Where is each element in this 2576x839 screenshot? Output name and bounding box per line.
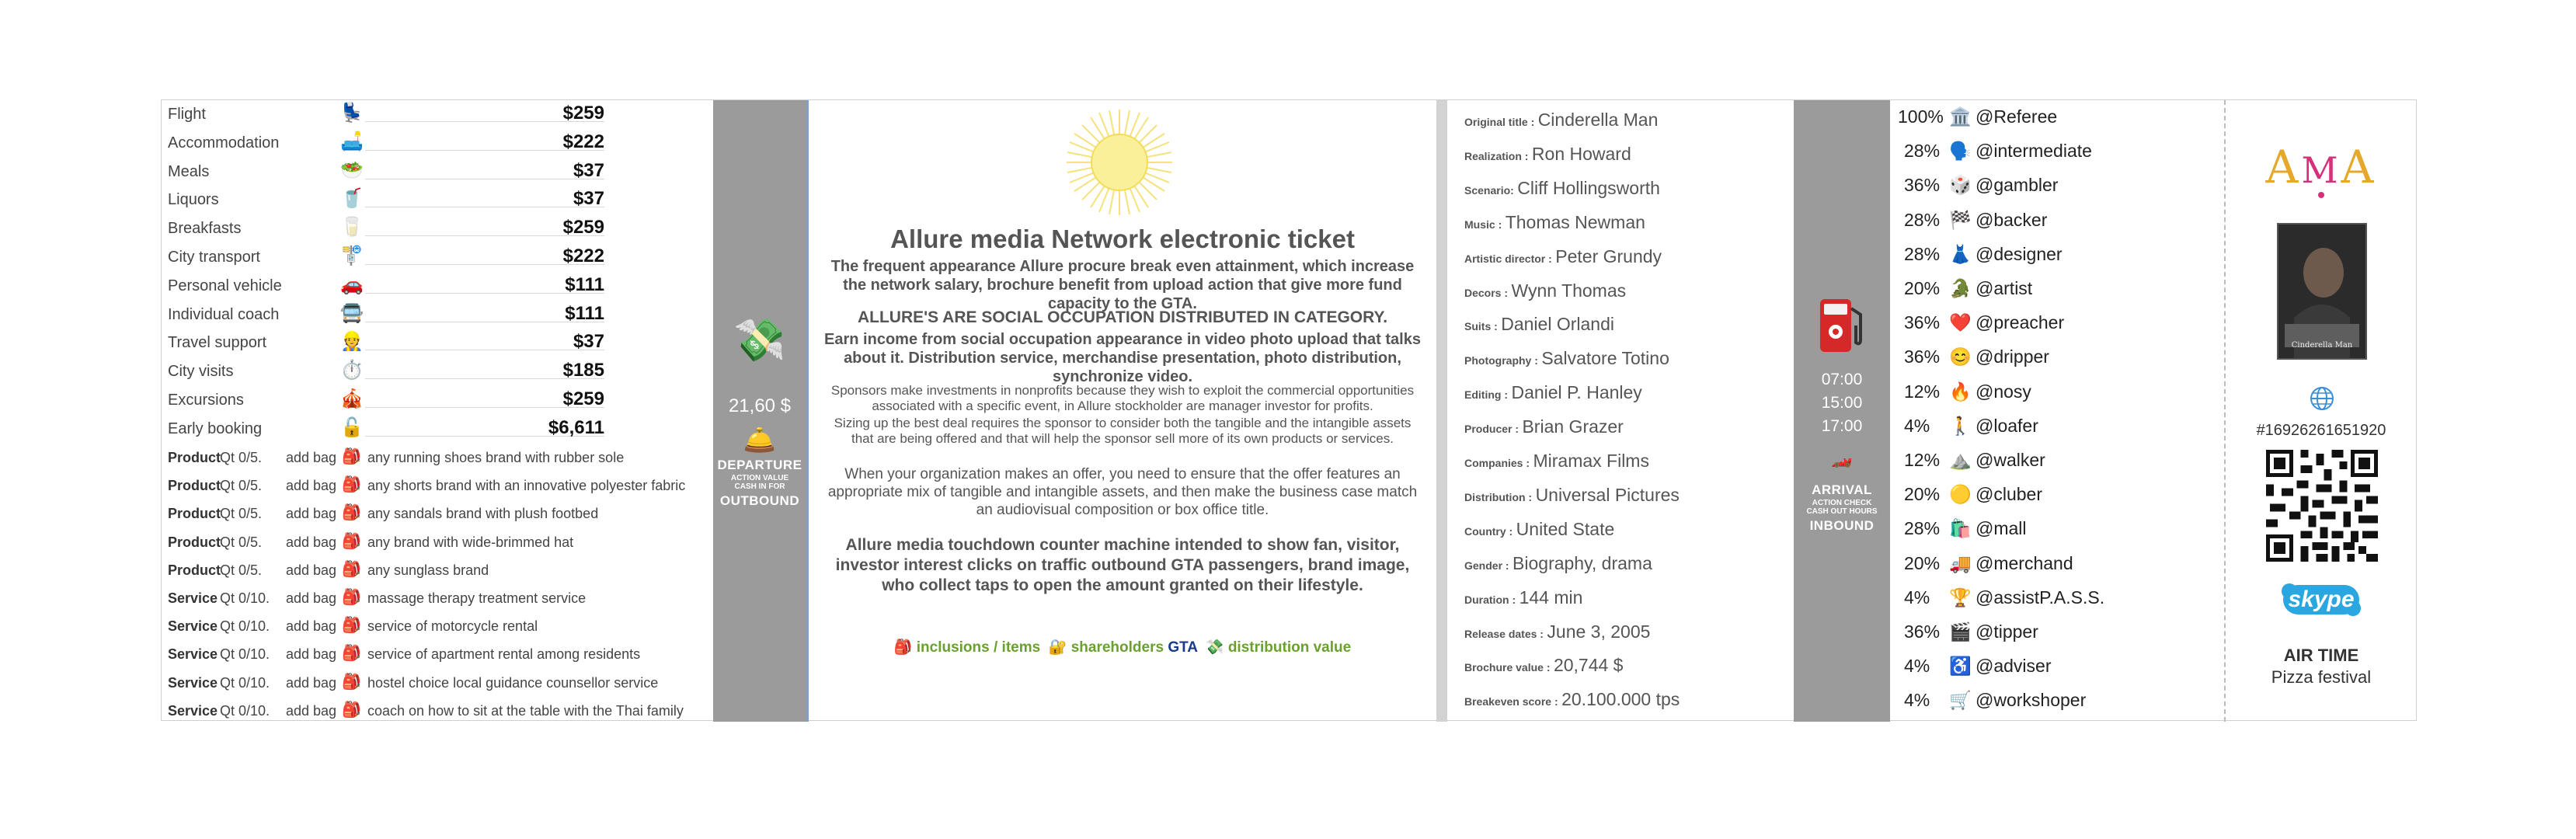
bag-icon[interactable]: 🎒 — [342, 476, 361, 494]
cost-value: $111 — [565, 302, 604, 324]
handle-row[interactable] — [1898, 649, 2216, 684]
handle-row[interactable] — [1898, 306, 2216, 340]
movie-details — [1447, 100, 1794, 722]
handle-percent: 20% — [1904, 278, 1941, 298]
cost-icon: 🥛 — [340, 217, 364, 238]
logo-letter-a2: A — [2341, 141, 2377, 193]
detail-label: Music : — [1464, 218, 1502, 231]
detail-row — [1464, 382, 1791, 403]
detail-value: Universal Pictures — [1535, 484, 1680, 505]
detail-label: Realization : — [1464, 149, 1529, 162]
cost-row — [162, 158, 713, 186]
legend-shareholders[interactable]: shareholders — [1070, 639, 1164, 656]
bag-icon[interactable]: 🎒 — [342, 560, 361, 578]
handle-icon: 🛒 — [1949, 690, 1972, 711]
cost-row — [162, 357, 713, 386]
festival-label: Pizza festival — [2271, 667, 2372, 687]
handle-name[interactable]: @mall — [1976, 518, 2027, 539]
detail-row — [1464, 212, 1791, 233]
cost-label: Liquors — [168, 191, 219, 209]
handle-icon: 🔥 — [1949, 381, 1972, 402]
handle-percent: 100% — [1898, 106, 1944, 127]
detail-label: Breakeven score : — [1464, 695, 1558, 708]
handle-row[interactable] — [1898, 615, 2216, 649]
detail-row — [1464, 246, 1791, 267]
item-row — [162, 669, 713, 697]
handle-row[interactable] — [1898, 478, 2216, 512]
handle-icon: 🗣️ — [1949, 141, 1972, 162]
item-quantity: Qt 0/5. — [220, 534, 263, 550]
legend — [809, 638, 1436, 656]
departure-sub-2: CASH IN FOR — [734, 482, 785, 491]
detail-label: Release dates : — [1464, 627, 1544, 640]
cost-icon: 🚏 — [340, 245, 364, 266]
handle-icon: 🎬 — [1949, 621, 1972, 642]
handle-name[interactable]: @workshoper — [1976, 690, 2087, 711]
handle-icon: 🐊 — [1949, 278, 1972, 298]
legend-inclusions[interactable]: inclusions / items — [916, 639, 1041, 656]
globe-icon[interactable] — [2310, 386, 2334, 411]
detail-value: Wynn Thomas — [1511, 280, 1627, 301]
arrival-stub — [1794, 100, 1890, 722]
legend-gta[interactable]: GTA — [1168, 639, 1198, 656]
item-kind: Service — [168, 646, 218, 663]
cost-icon: ⏱️ — [340, 360, 364, 381]
handle-icon: 🏛️ — [1949, 106, 1972, 127]
handle-percent: 28% — [1904, 518, 1941, 539]
detail-row — [1464, 519, 1791, 540]
deal-paragraph: Sizing up the best deal requires the sponsor to consider both the tangible and the intangible assets that are being offered and that will help the sponsor sell more of its own products or services. — [834, 416, 1412, 446]
handle-percent: 28% — [1904, 141, 1941, 162]
item-row — [162, 444, 713, 472]
item-kind: Product — [168, 562, 221, 578]
cost-label: Meals — [168, 162, 210, 180]
item-kind: Service — [168, 618, 218, 635]
cost-label: Breakfasts — [168, 220, 242, 238]
detail-value: Miramax Films — [1533, 451, 1649, 471]
cost-row — [162, 329, 713, 357]
item-description: service of motorcycle rental — [367, 618, 538, 635]
arrival-label: ARRIVAL — [1812, 482, 1872, 497]
cost-row — [162, 100, 713, 129]
cost-value: $37 — [573, 159, 604, 181]
handle-name[interactable]: @artist — [1976, 278, 2033, 298]
item-quantity: Qt 0/5. — [220, 562, 263, 578]
detail-label: Original title : — [1464, 116, 1535, 128]
detail-value: Ron Howard — [1531, 143, 1631, 164]
detail-label: Companies : — [1464, 457, 1530, 469]
handle-row[interactable] — [1898, 581, 2216, 615]
handle-row[interactable] — [1898, 100, 2216, 134]
air-time-label: AIR TIME — [2283, 646, 2359, 665]
item-row — [162, 500, 713, 527]
item-quantity: Qt 0/10. — [220, 618, 270, 635]
add-bag-link[interactable]: add bag — [286, 450, 337, 465]
add-bag-link[interactable]: add bag — [286, 534, 337, 550]
detail-label: Distribution : — [1464, 490, 1533, 503]
logo-letter-a1: A — [2265, 141, 2302, 193]
handle-row[interactable] — [1898, 169, 2216, 203]
departure-label: DEPARTURE — [717, 458, 802, 472]
add-bag-link[interactable]: add bag — [286, 702, 337, 719]
handle-name[interactable]: @loafer — [1976, 415, 2038, 436]
detail-value: Salvatore Totino — [1541, 348, 1669, 369]
detail-value: Thomas Newman — [1505, 211, 1645, 232]
handle-icon: ♿ — [1949, 656, 1972, 677]
handle-percent: 4% — [1904, 587, 1930, 607]
bag-icon[interactable]: 🎒 — [342, 532, 361, 550]
handle-percent: 12% — [1904, 381, 1941, 402]
poster-art-icon — [2278, 225, 2365, 358]
detail-row — [1464, 416, 1791, 437]
detail-row — [1464, 451, 1791, 472]
separator — [1436, 100, 1447, 722]
category-heading: ALLURE'S ARE SOCIAL OCCUPATION DISTRIBUTED IN CATEGORY. — [857, 308, 1388, 326]
add-bag-link[interactable]: add bag — [286, 618, 337, 635]
handle-name[interactable]: @assistP.A.S.S. — [1976, 587, 2105, 607]
logo-dot — [2318, 192, 2324, 198]
handle-name[interactable]: @cluber — [1976, 484, 2042, 505]
cost-icon: 💺 — [340, 103, 364, 124]
handle-percent: 28% — [1904, 209, 1941, 230]
logo-letter-m: M — [2301, 149, 2341, 191]
handle-percent: 20% — [1904, 552, 1941, 573]
detail-row — [1464, 178, 1791, 199]
bag-icon[interactable]: 🎒 — [342, 673, 361, 691]
item-kind: Service — [168, 674, 218, 691]
detail-row — [1464, 587, 1791, 608]
item-kind: Service — [168, 702, 218, 719]
cost-value: $222 — [562, 131, 604, 152]
cost-row — [162, 272, 713, 301]
cost-icon: 🥤 — [340, 188, 364, 210]
item-row — [162, 556, 713, 584]
handle-icon: 👗 — [1949, 243, 1972, 264]
item-description: hostel choice local guidance counsellor service — [367, 674, 659, 691]
handle-icon: 🚚 — [1949, 552, 1972, 573]
item-quantity: Qt 0/5. — [220, 450, 263, 465]
arrival-time-1: 07:00 — [1821, 371, 1863, 388]
handle-percent: 28% — [1904, 243, 1941, 264]
detail-value: Cliff Hollingsworth — [1517, 177, 1660, 198]
handle-name[interactable]: @adviser — [1976, 656, 2052, 677]
handle-row[interactable] — [1898, 512, 2216, 546]
handle-icon: 😊 — [1949, 346, 1972, 367]
ama-logo — [2226, 141, 2417, 193]
bell-icon: 🛎️ — [743, 426, 777, 455]
handle-name[interactable]: @tipper — [1976, 621, 2038, 642]
detail-label: Decors : — [1464, 286, 1509, 299]
detail-label: Producer : — [1464, 423, 1519, 436]
item-row — [162, 472, 713, 500]
qr-code-icon[interactable] — [2266, 450, 2378, 562]
arrival-sub-2: CASH OUT HOURS — [1806, 507, 1878, 516]
item-row — [162, 584, 713, 612]
intro-paragraph: The frequent appearance Allure procure break even attainment, which increase the network salary, brochure benefit from upload action that give more fund capacity to the GTA. — [830, 258, 1415, 312]
handle-percent: 20% — [1904, 484, 1941, 505]
sponsors-paragraph: Sponsors make investments in nonprofits because they wish to exploit the commercial opportunities associated with a specific event, in Allure stockholder are manager investor for profits. — [830, 383, 1415, 413]
cost-value: $259 — [562, 103, 604, 124]
bag-icon[interactable]: 🎒 — [342, 448, 361, 465]
legend-distribution[interactable]: distribution value — [1227, 639, 1352, 656]
item-row — [162, 528, 713, 556]
movie-poster[interactable] — [2277, 223, 2367, 360]
cost-row — [162, 301, 713, 329]
handle-name[interactable]: @intermediate — [1976, 141, 2092, 162]
detail-label: Country : — [1464, 524, 1513, 538]
phone-number[interactable]: #16926261651920 — [2256, 422, 2386, 439]
handle-name[interactable]: @backer — [1976, 209, 2048, 230]
detail-value: 144 min — [1519, 587, 1583, 607]
detail-value: United State — [1516, 518, 1615, 539]
cost-value: $37 — [573, 188, 604, 210]
handle-percent: 36% — [1904, 175, 1941, 196]
cost-value: $185 — [562, 360, 604, 381]
cost-row — [162, 243, 713, 272]
handle-icon: 🏁 — [1949, 209, 1972, 230]
departure-stub — [713, 100, 806, 722]
detail-value: Biography, drama — [1513, 552, 1652, 573]
item-description: any sunglass brand — [367, 562, 489, 578]
cost-label: Flight — [168, 106, 206, 123]
detail-row — [1464, 110, 1791, 131]
detail-label: Gender : — [1464, 559, 1509, 572]
cost-row — [162, 214, 713, 243]
item-kind: Product — [168, 478, 221, 494]
handle-icon: ❤️ — [1949, 312, 1972, 333]
cost-row — [162, 186, 713, 214]
departure-amount: 21,60 $ — [728, 395, 792, 416]
departure-sub-1: ACTION VALUE — [730, 474, 789, 482]
handle-name[interactable]: @dripper — [1976, 346, 2049, 367]
add-bag-link[interactable]: add bag — [286, 590, 337, 606]
handle-row[interactable] — [1898, 238, 2216, 272]
item-description: massage therapy treatment service — [367, 590, 587, 606]
handle-name[interactable]: @nosy — [1976, 381, 2031, 402]
handle-row[interactable] — [1898, 444, 2216, 478]
add-bag-link[interactable]: add bag — [286, 562, 337, 578]
detail-row — [1464, 144, 1791, 165]
electronic-ticket — [161, 99, 2417, 721]
bag-icon: 🎒 — [893, 639, 913, 656]
item-description: coach on how to sit at the table with the Thai family — [367, 702, 684, 719]
detail-label: Editing : — [1464, 388, 1508, 402]
item-description: any brand with wide-brimmed hat — [367, 534, 574, 550]
item-quantity: Qt 0/10. — [220, 702, 270, 719]
handle-percent: 36% — [1904, 312, 1941, 333]
ticket-description — [809, 100, 1436, 722]
detail-row — [1464, 553, 1791, 574]
detail-row — [1464, 485, 1791, 506]
skype-label[interactable]: skype — [2288, 587, 2355, 612]
cost-row — [162, 129, 713, 158]
detail-value: Daniel P. Hanley — [1511, 382, 1642, 403]
cost-label: Accommodation — [168, 134, 280, 151]
item-row — [162, 640, 713, 668]
detail-value: 20,744 $ — [1553, 655, 1624, 676]
arrival-time-3: 17:00 — [1821, 417, 1863, 435]
cost-label: Travel support — [168, 334, 267, 352]
arrival-sub-1: ACTION CHECK — [1812, 499, 1872, 507]
detail-label: Artistic director : — [1464, 252, 1552, 265]
add-bag-link[interactable]: add bag — [286, 478, 337, 494]
item-quantity: Qt 0/10. — [220, 590, 270, 606]
cost-icon: 🛋️ — [340, 131, 364, 152]
add-bag-link[interactable]: add bag — [286, 646, 337, 663]
detail-row — [1464, 348, 1791, 369]
outbound-label: OUTBOUND — [719, 493, 800, 508]
detail-label: Suits : — [1464, 320, 1498, 333]
detail-label: Photography : — [1464, 354, 1538, 367]
lock-icon: 🔐 — [1048, 639, 1067, 656]
handle-row[interactable] — [1898, 375, 2216, 409]
handle-icon: 🏆 — [1949, 587, 1972, 607]
cost-label: Personal vehicle — [168, 277, 282, 294]
bag-icon[interactable]: 🎒 — [342, 645, 361, 663]
detail-value: Brian Grazer — [1522, 416, 1624, 437]
cost-value: $259 — [562, 217, 604, 238]
handle-row[interactable] — [1898, 204, 2216, 238]
cost-label: City visits — [168, 363, 234, 381]
poster-title: Cinderella Man — [2291, 341, 2353, 350]
handle-row[interactable] — [1898, 547, 2216, 581]
bag-icon[interactable]: 🎒 — [342, 701, 361, 719]
item-description: any running shoes brand with rubber sole — [367, 450, 625, 465]
cost-value: $111 — [565, 273, 604, 295]
bag-icon[interactable]: 🎒 — [342, 589, 361, 606]
item-quantity: Qt 0/10. — [220, 674, 270, 691]
handle-icon: ⛰️ — [1949, 450, 1972, 470]
handle-icon: 🛍️ — [1949, 518, 1972, 539]
cost-icon: 🚍 — [340, 302, 364, 324]
detail-label: Scenario: — [1464, 183, 1514, 197]
handle-row[interactable] — [1898, 272, 2216, 306]
handle-percent: 4% — [1904, 415, 1930, 436]
handle-name[interactable]: @walker — [1976, 450, 2045, 470]
handle-percent: 4% — [1904, 690, 1930, 711]
handle-percent: 4% — [1904, 656, 1930, 677]
handle-icon: 🎲 — [1949, 175, 1972, 196]
handle-name[interactable]: @Referee — [1976, 106, 2058, 127]
offer-paragraph: When your organization makes an offer, you need to ensure that the offer features an appropriate mix of tangible and intangible assets, and then make the business case match an audiovisual composition or box office title. — [827, 466, 1418, 518]
inbound-label: INBOUND — [1809, 518, 1875, 533]
cost-icon: 🚗 — [340, 273, 364, 295]
item-quantity: Qt 0/5. — [220, 478, 263, 494]
cost-value: $6,611 — [548, 416, 604, 438]
handles-list — [1890, 100, 2224, 722]
brand-stub — [2226, 100, 2417, 722]
detail-row — [1464, 314, 1791, 335]
add-bag-link[interactable]: add bag — [286, 674, 337, 691]
money-wings-icon: 💸 — [733, 317, 786, 364]
handle-row[interactable] — [1898, 134, 2216, 169]
item-kind: Product — [168, 450, 221, 465]
cost-icon: 👷 — [340, 331, 364, 353]
handle-name[interactable]: @designer — [1976, 243, 2063, 264]
add-bag-link[interactable]: add bag — [286, 506, 337, 522]
cost-icon: 🔓 — [340, 416, 364, 438]
arrival-time-2: 15:00 — [1821, 394, 1863, 412]
detail-value: Daniel Orlandi — [1501, 314, 1614, 335]
handle-row[interactable] — [1898, 340, 2216, 374]
detail-value: Peter Grundy — [1555, 245, 1662, 266]
handle-name[interactable]: @merchand — [1976, 552, 2073, 573]
costs-panel — [162, 100, 713, 722]
cost-row — [162, 415, 713, 444]
handle-row[interactable] — [1898, 684, 2216, 718]
cost-value: $222 — [562, 245, 604, 266]
detail-value: 20.100.000 tps — [1561, 689, 1680, 710]
cost-label: Individual coach — [168, 305, 280, 323]
item-kind: Service — [168, 590, 218, 606]
cost-icon: 🥗 — [340, 159, 364, 181]
counter-paragraph: Allure media touchdown counter machine intended to show fan, visitor, investor interest clicks on traffic outbound GTA passengers, brand image, who collect taps to open the amount granted on their lifestyle. — [835, 536, 1410, 594]
item-description: any sandals brand with plush footbed — [367, 506, 599, 522]
item-row — [162, 697, 713, 725]
detail-row — [1464, 621, 1791, 642]
cost-value: $259 — [562, 388, 604, 409]
item-description: any shorts brand with an innovative polyester fabric — [367, 478, 686, 494]
cost-icon: 🎪 — [340, 388, 364, 409]
detail-label: Brochure value : — [1464, 661, 1551, 674]
handle-percent: 36% — [1904, 621, 1941, 642]
bag-icon[interactable]: 🎒 — [342, 504, 361, 522]
race-car-icon: 🏎️ — [1831, 448, 1853, 468]
cost-label: City transport — [168, 249, 260, 266]
item-kind: Product — [168, 506, 221, 522]
item-kind: Product — [168, 534, 221, 550]
handle-icon: 🚶 — [1949, 415, 1972, 436]
cost-label: Early booking — [168, 420, 263, 437]
handle-row[interactable] — [1898, 409, 2216, 444]
item-row — [162, 612, 713, 640]
cost-label: Excursions — [168, 392, 244, 409]
detail-label: Duration : — [1464, 593, 1516, 606]
cost-row — [162, 386, 713, 415]
income-paragraph: Earn income from social occupation appearance in video photo upload that talks about it. Distribution service, merchandise presentation, photo distribution, synchronize video. — [824, 331, 1421, 385]
item-quantity: Qt 0/10. — [220, 646, 270, 663]
cost-value: $37 — [573, 331, 604, 353]
handle-icon: 🟡 — [1949, 484, 1972, 505]
detail-value: June 3, 2005 — [1547, 621, 1651, 642]
fuel-pump-icon — [1817, 294, 1868, 355]
detail-row — [1464, 689, 1791, 710]
handle-percent: 12% — [1904, 450, 1941, 470]
ticket-title: Allure media Network electronic ticket — [890, 225, 1355, 253]
handle-name[interactable]: @gambler — [1976, 175, 2059, 196]
handle-name[interactable]: @preacher — [1976, 312, 2065, 333]
detail-row — [1464, 280, 1791, 301]
sun-icon — [1065, 108, 1174, 217]
detail-row — [1464, 655, 1791, 676]
item-description: service of apartment rental among residents — [367, 646, 641, 663]
handle-percent: 36% — [1904, 346, 1941, 367]
bag-icon[interactable]: 🎒 — [342, 617, 361, 635]
money-icon: 💸 — [1205, 639, 1224, 656]
detail-value: Cinderella Man — [1537, 110, 1659, 130]
item-quantity: Qt 0/5. — [220, 506, 263, 522]
